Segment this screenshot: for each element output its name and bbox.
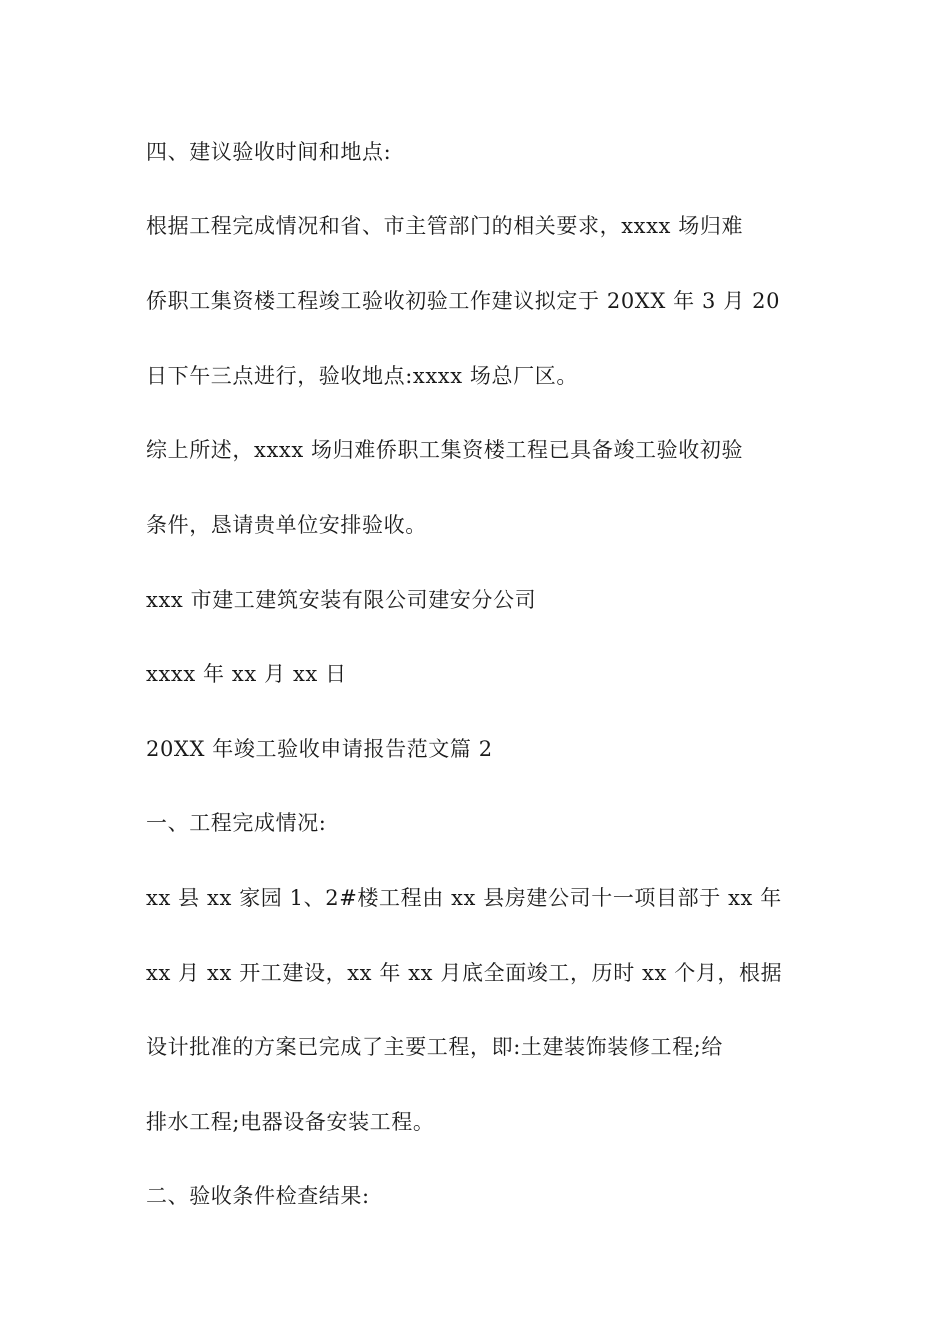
company-signature: xxx 市建工建筑安装有限公司建安分公司 [146, 588, 537, 612]
paragraph-line: 侨职工集资楼工程竣工验收初验工作建议拟定于 20XX 年 3 月 20 [146, 289, 781, 313]
paragraph-line: 综上所述，xxxx 场归难侨职工集资楼工程已具备竣工验收初验 [146, 438, 744, 462]
section-heading-1: 一、工程完成情况: [146, 811, 327, 835]
article-title: 20XX 年竣工验收申请报告范文篇 2 [146, 737, 493, 761]
section-heading-4: 四、建议验收时间和地点: [146, 140, 392, 164]
signature-date: xxxx 年 xx 月 xx 日 [146, 662, 347, 686]
section-heading-2: 二、验收条件检查结果: [146, 1184, 370, 1208]
paragraph-line: 条件，恳请贵单位安排验收。 [146, 513, 427, 537]
paragraph-line: xx 县 xx 家园 1、2#楼工程由 xx 县房建公司十一项目部于 xx 年 [146, 886, 782, 910]
paragraph-line: 根据工程完成情况和省、市主管部门的相关要求，xxxx 场归难 [146, 214, 744, 238]
paragraph-line: 日下午三点进行，验收地点:xxxx 场总厂区。 [146, 364, 578, 388]
paragraph-line: xx 月 xx 开工建设，xx 年 xx 月底全面竣工，历时 xx 个月，根据 [146, 961, 783, 985]
paragraph-line: 设计批准的方案已完成了主要工程，即:土建装饰装修工程;给 [146, 1035, 723, 1059]
paragraph-line: 排水工程;电器设备安装工程。 [146, 1110, 435, 1134]
